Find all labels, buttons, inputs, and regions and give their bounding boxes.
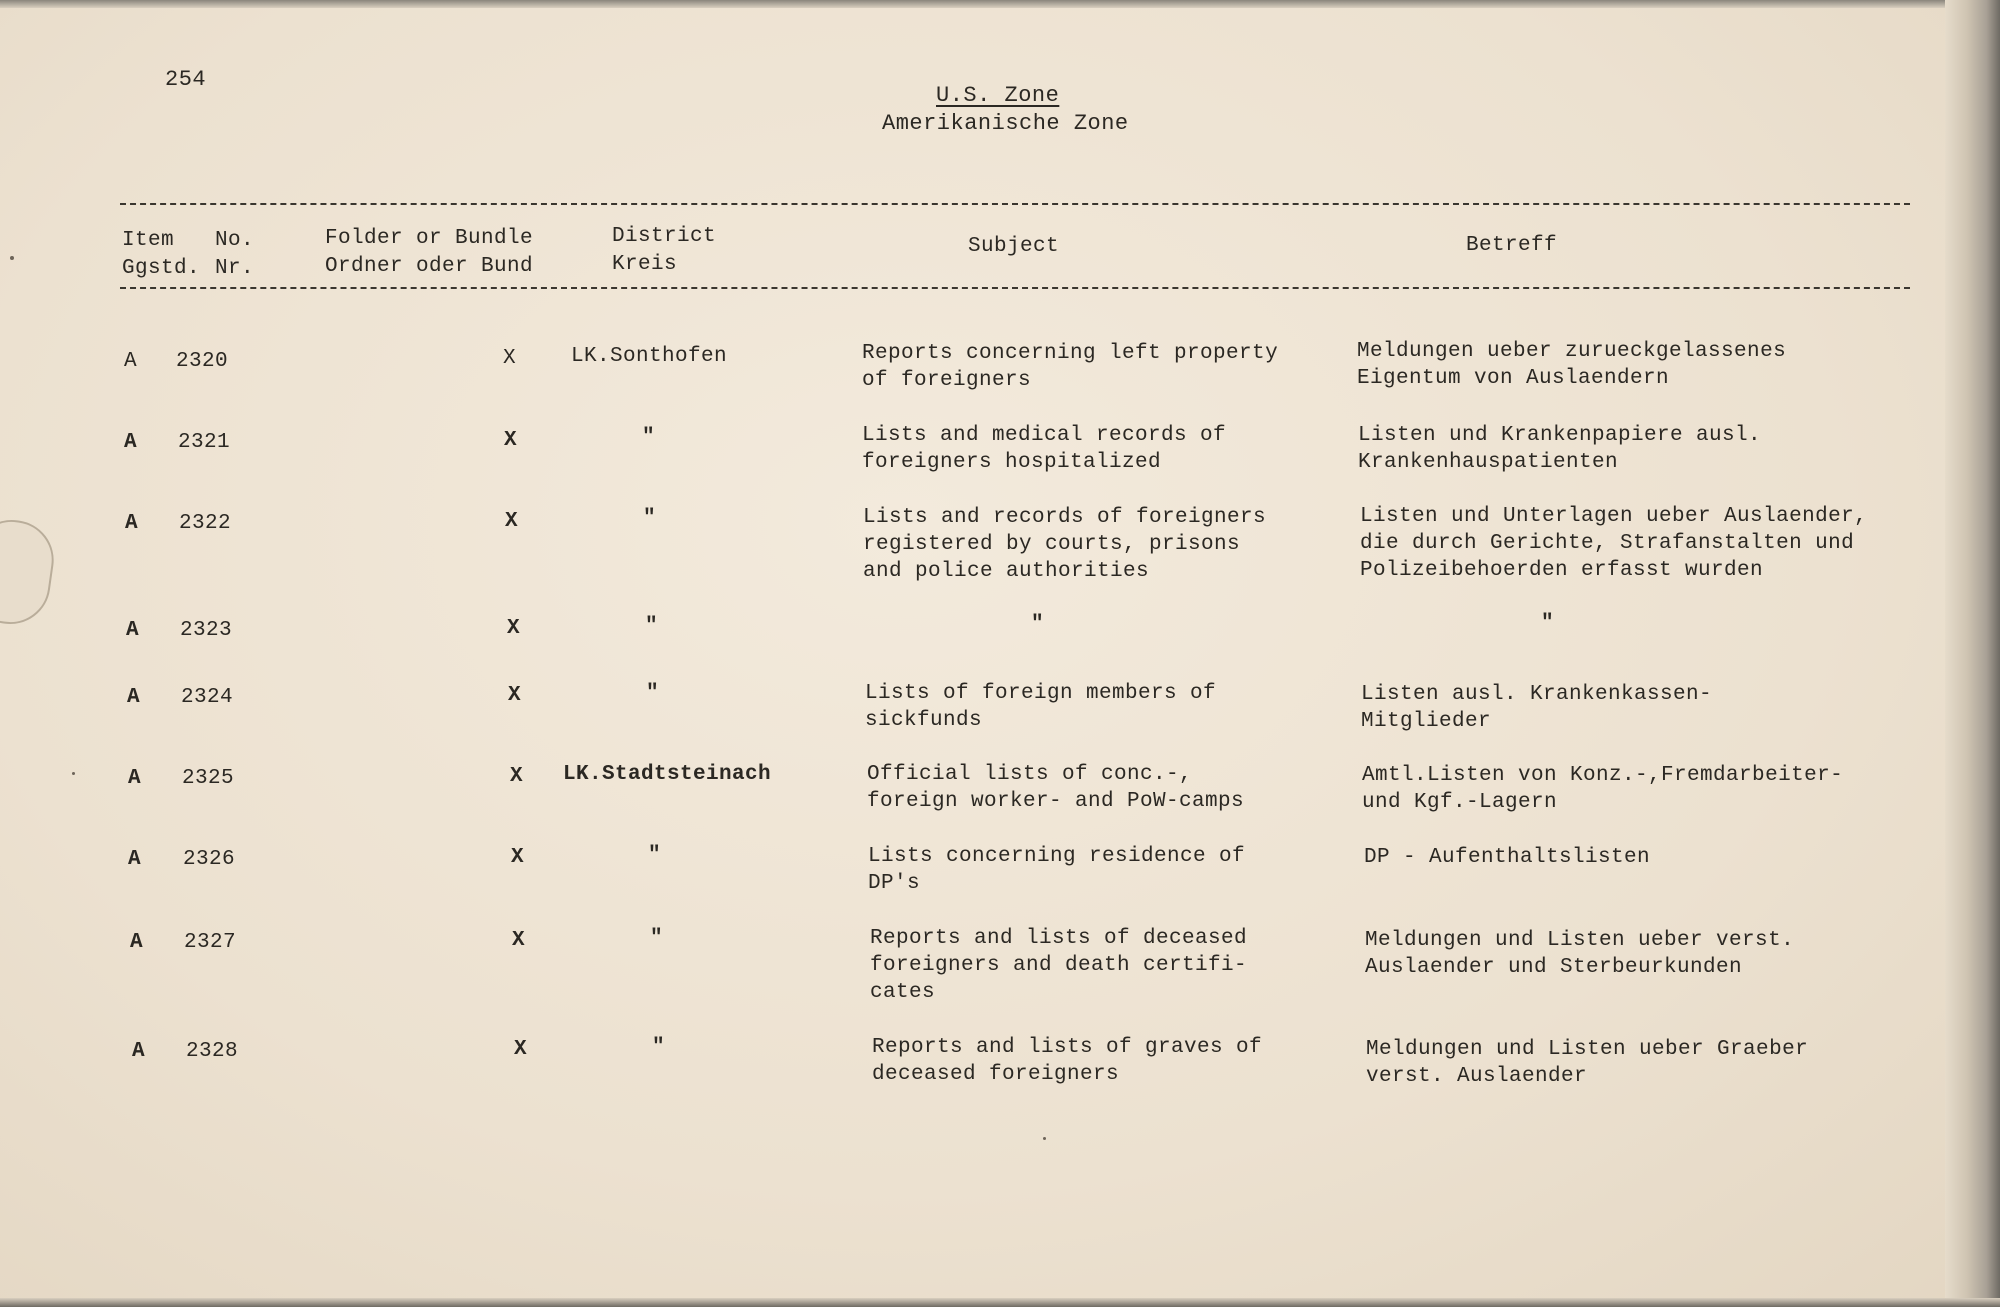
row-district: " — [652, 1036, 666, 1059]
row-number: 2323 — [180, 619, 233, 642]
row-district: " — [643, 507, 657, 530]
row-betreff-line: Listen und Krankenpapiere ausl. — [1358, 424, 1762, 447]
row-subject-line: Reports and lists of deceased — [870, 927, 1248, 950]
row-folder-mark: X — [512, 929, 526, 952]
row-betreff-line: und Kgf.-Lagern — [1362, 791, 1558, 814]
row-number: 2322 — [179, 512, 232, 535]
row-subject-line: DP's — [868, 872, 921, 895]
row-number: 2326 — [183, 848, 236, 871]
row-betreff-line: die durch Gerichte, Strafanstalten und — [1360, 532, 1855, 555]
row-district: LK.Sonthofen — [571, 345, 728, 368]
row-folder-mark: X — [503, 347, 517, 370]
row-district: LK.Stadtsteinach — [563, 763, 772, 786]
row-subject-line: Lists concerning residence of — [868, 845, 1246, 868]
row-subject-line: registered by courts, prisons — [863, 533, 1241, 556]
row-district: " — [646, 682, 660, 705]
row-number: 2328 — [186, 1040, 239, 1063]
row-subject-line: Lists of foreign members of — [865, 682, 1217, 705]
row-folder-mark: X — [510, 765, 524, 788]
row-betreff-line: Meldungen und Listen ueber Graeber — [1366, 1038, 1809, 1061]
header-betreff: Betreff — [1466, 234, 1558, 257]
row-betreff-line: verst. Auslaender — [1366, 1065, 1588, 1088]
row-district: " — [648, 844, 662, 867]
row-item: A — [127, 686, 141, 709]
header-top-rule — [120, 203, 1910, 205]
row-item: A — [124, 431, 138, 454]
paper-speck — [10, 256, 14, 260]
row-folder-mark: X — [514, 1038, 528, 1061]
row-item: A — [130, 931, 144, 954]
row-betreff-line: Eigentum von Auslaendern — [1357, 367, 1670, 390]
row-district: " — [645, 615, 659, 638]
row-item: A — [124, 350, 138, 373]
header-no-de: Nr. — [215, 257, 255, 280]
header-district-en: District — [612, 225, 717, 248]
row-folder-mark: X — [508, 684, 522, 707]
paper-speck — [72, 772, 75, 775]
row-subject-line: deceased foreigners — [872, 1063, 1120, 1086]
row-folder-mark: X — [507, 617, 521, 640]
row-folder-mark: X — [504, 429, 518, 452]
header-folder-en: Folder or Bundle — [325, 227, 534, 250]
row-number: 2325 — [182, 767, 235, 790]
row-subject-line: of foreigners — [862, 369, 1032, 392]
row-betreff-line: Krankenhauspatienten — [1358, 451, 1619, 474]
page-number: 254 — [165, 67, 207, 92]
row-subject-line: Official lists of conc.-, — [867, 763, 1193, 786]
page-bottom-edge — [0, 1298, 2000, 1307]
header-subject: Subject — [968, 235, 1060, 258]
row-betreff-line: Meldungen ueber zurueckgelassenes — [1357, 340, 1787, 363]
paper-speck — [1043, 1137, 1046, 1140]
row-betreff-line: Amtl.Listen von Konz.-,Fremdarbeiter- — [1362, 764, 1844, 787]
row-item: A — [125, 512, 139, 535]
row-number: 2327 — [184, 931, 237, 954]
row-betreff-line: Polizeibehoerden erfasst wurden — [1360, 559, 1764, 582]
row-subject-line: Lists and records of foreigners — [863, 506, 1267, 529]
row-betreff-line: Listen ausl. Krankenkassen- — [1361, 683, 1713, 706]
row-subject-line: and police authorities — [863, 560, 1150, 583]
header-bottom-rule — [120, 287, 1910, 289]
row-district: " — [642, 426, 656, 449]
row-number: 2324 — [181, 686, 234, 709]
row-folder-mark: X — [505, 510, 519, 533]
row-betreff-line: Auslaender und Sterbeurkunden — [1365, 956, 1743, 979]
row-subject-line: " — [1031, 613, 1045, 636]
row-subject-line: Lists and medical records of — [862, 424, 1227, 447]
page-top-edge — [0, 0, 2000, 8]
header-no-en: No. — [215, 229, 255, 252]
row-subject-line: cates — [870, 981, 936, 1004]
row-item: A — [128, 767, 142, 790]
row-number: 2320 — [176, 350, 229, 373]
binding-tab — [0, 515, 59, 629]
header-district-de: Kreis — [612, 253, 678, 276]
row-folder-mark: X — [511, 846, 525, 869]
row-betreff-line: " — [1541, 612, 1555, 635]
row-subject-line: foreigners hospitalized — [862, 451, 1162, 474]
row-item: A — [128, 848, 142, 871]
row-betreff-line: Meldungen und Listen ueber verst. — [1365, 929, 1795, 952]
row-item: A — [126, 619, 140, 642]
row-district: " — [650, 927, 664, 950]
row-betreff-line: DP - Aufenthaltslisten — [1364, 846, 1651, 869]
row-subject-line: foreigners and death certifi- — [870, 954, 1248, 977]
page-subtitle: Amerikanische Zone — [882, 111, 1129, 136]
page-title: U.S. Zone — [936, 83, 1060, 108]
row-subject-line: sickfunds — [865, 709, 983, 732]
row-betreff-line: Listen und Unterlagen ueber Auslaender, — [1360, 505, 1868, 528]
row-number: 2321 — [178, 431, 231, 454]
header-item-de: Ggstd. — [122, 257, 201, 280]
row-betreff-line: Mitglieder — [1361, 710, 1492, 733]
row-subject-line: foreign worker- and PoW-camps — [867, 790, 1245, 813]
header-item-en: Item — [122, 229, 175, 252]
row-subject-line: Reports concerning left property — [862, 342, 1279, 365]
page-right-edge — [1945, 0, 2000, 1307]
row-item: A — [132, 1040, 146, 1063]
header-folder-de: Ordner oder Bund — [325, 255, 534, 278]
row-subject-line: Reports and lists of graves of — [872, 1036, 1263, 1059]
